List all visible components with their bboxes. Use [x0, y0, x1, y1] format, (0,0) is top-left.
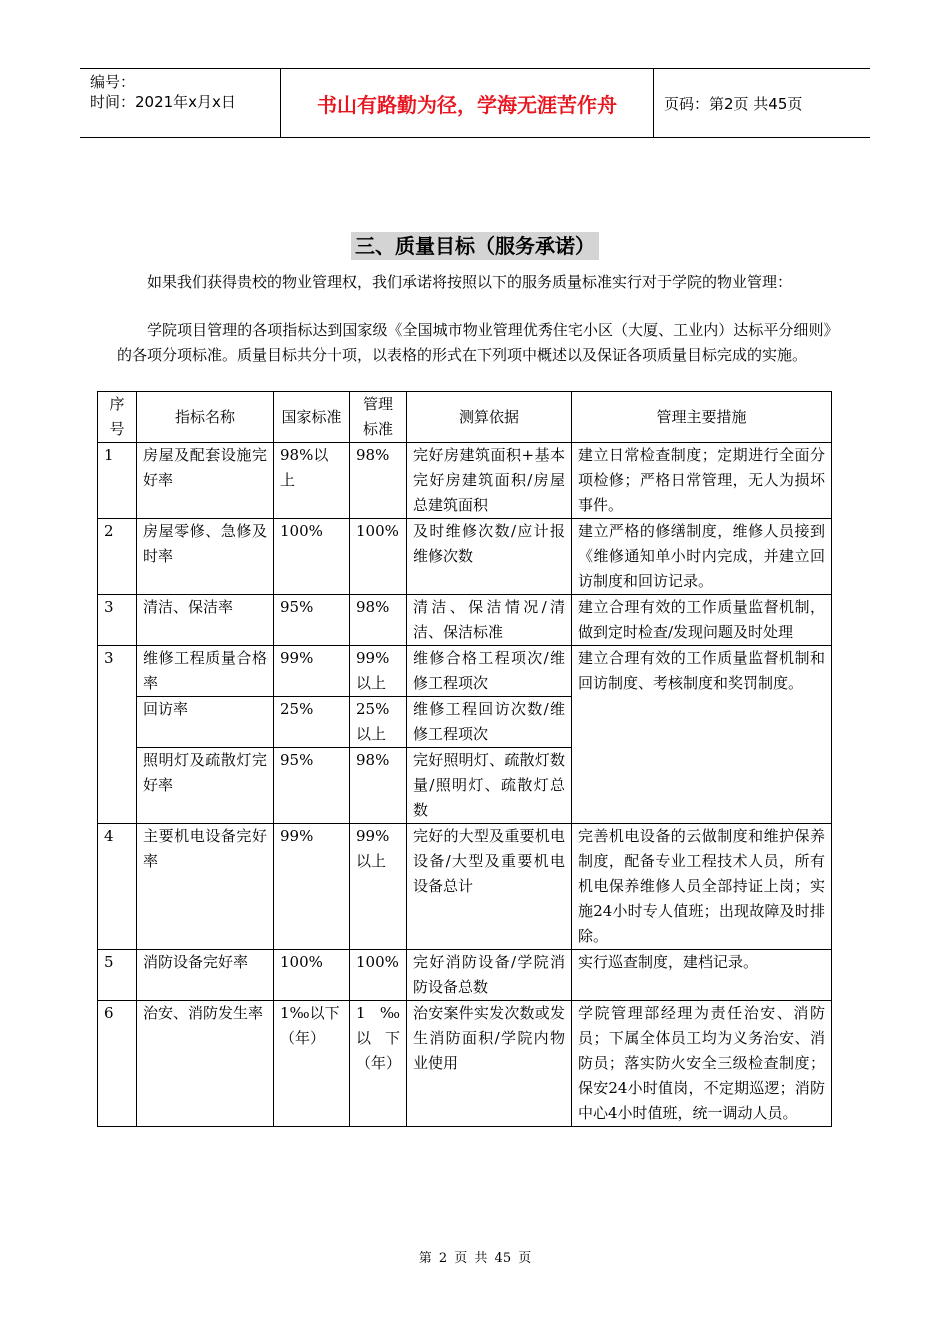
cell-name: 维修工程质量合格率 — [137, 646, 274, 697]
cell-measures: 建立合理有效的工作质量监督机制，做到定时检查/发现问题及时处理 — [572, 595, 832, 646]
cell-mgmt: 98% — [350, 443, 407, 519]
cell-mgmt: 99%以上 — [350, 646, 407, 697]
col-header-name: 指标名称 — [137, 392, 274, 443]
cell-mgmt: 98% — [350, 595, 407, 646]
cell-name: 照明灯及疏散灯完好率 — [137, 748, 274, 824]
cell-name: 房屋及配套设施完好率 — [137, 443, 274, 519]
cell-mgmt: 100% — [350, 519, 407, 595]
section-title-wrap — [0, 230, 950, 259]
header-meta — [80, 69, 281, 137]
col-header-national: 国家标准 — [274, 392, 350, 443]
cell-national: 25% — [274, 697, 350, 748]
section-title: 三、质量目标（服务承诺） — [351, 232, 599, 260]
cell-name: 主要机电设备完好率 — [137, 824, 274, 950]
cell-measures: 实行巡查制度，建档记录。 — [572, 950, 832, 1001]
cell-basis: 治安案件实发次数或发生消防面积/学院内物业使用 — [407, 1001, 572, 1127]
cell-no: 5 — [98, 950, 137, 1001]
cell-name: 房屋零修、急修及时率 — [137, 519, 274, 595]
cell-mgmt: 99%以上 — [350, 824, 407, 950]
cell-national: 95% — [274, 748, 350, 824]
cell-national: 95% — [274, 595, 350, 646]
cell-name: 消防设备完好率 — [137, 950, 274, 1001]
table-row — [98, 1001, 832, 1127]
table-row — [98, 646, 832, 697]
header-page-info: 页码：第2页 共45页 — [664, 94, 803, 113]
cell-no: 2 — [98, 519, 137, 595]
cell-measures: 完善机电设备的云做制度和维护保养制度，配备专业工程技术人员，所有机电保养维修人员全部持证上岗；实施24小时专人值班；出现故障及时排除。 — [572, 824, 832, 950]
cell-basis: 维修工程回访次数/维修工程项次 — [407, 697, 572, 748]
cell-no: 6 — [98, 1001, 137, 1127]
cell-name: 回访率 — [137, 697, 274, 748]
cell-national: 99% — [274, 824, 350, 950]
intro-paragraph-1: 如果我们获得贵校的物业管理权，我们承诺将按照以下的服务质量标准实行对于学院的物业管理： — [147, 273, 793, 291]
document-number-label: 编号： — [90, 73, 136, 91]
cell-basis: 及时维修次数/应计报维修次数 — [407, 519, 572, 595]
cell-no: 1 — [98, 443, 137, 519]
col-header-mgmt: 管理标准 — [350, 392, 407, 443]
cell-measures: 学院管理部经理为责任治安、消防员；下属全体员工均为义务治安、消防员；落实防火安全三级检查制度；保安24小时值岗，不定期巡逻；消防中心4小时值班，统一调动人员。 — [572, 1001, 832, 1127]
table-row — [98, 443, 832, 519]
document-time-label: 时间：2021年x月x日 — [90, 93, 236, 111]
cell-no: 3 — [98, 646, 137, 824]
col-header-no: 序号 — [98, 392, 137, 443]
page-header — [80, 68, 870, 138]
cell-basis: 完好照明灯、疏散灯数量/照明灯、疏散灯总数 — [407, 748, 572, 824]
cell-mgmt: 100% — [350, 950, 407, 1001]
table-row — [98, 950, 832, 1001]
quality-target-table — [97, 391, 832, 1127]
cell-national: 100% — [274, 519, 350, 595]
col-header-measures: 管理主要措施 — [572, 392, 832, 443]
cell-basis: 完好的大型及重要机电设备/大型及重要机电设备总计 — [407, 824, 572, 950]
header-slogan: 书山有路勤为径，学海无涯苦作舟 — [281, 69, 654, 137]
col-header-basis: 测算依据 — [407, 392, 572, 443]
table-row — [98, 595, 832, 646]
page-footer: 第 2 页 共 45 页 — [418, 1251, 532, 1266]
cell-no: 4 — [98, 824, 137, 950]
cell-name: 治安、消防发生率 — [137, 1001, 274, 1127]
cell-basis: 维修合格工程项次/维修工程项次 — [407, 646, 572, 697]
cell-no: 3 — [98, 595, 137, 646]
cell-national: 1‰以下（年） — [274, 1001, 350, 1127]
cell-basis: 完好房建筑面积+基本完好房建筑面积/房屋总建筑面积 — [407, 443, 572, 519]
table-row — [98, 824, 832, 950]
intro-paragraph-2: 学院项目管理的各项指标达到国家级《全国城市物业管理优秀住宅小区（大厦、工业内）达标平分细则》的各项分项标准。质量目标共分十项，以表格的形式在下列项中概述以及保证各项质量目标完成的实施。 — [117, 321, 831, 364]
cell-national: 100% — [274, 950, 350, 1001]
cell-measures: 建立日常检查制度；定期进行全面分项检修；严格日常管理，无人为损坏事件。 — [572, 443, 832, 519]
cell-national: 98%以上 — [274, 443, 350, 519]
cell-basis: 完好消防设备/学院消防设备总数 — [407, 950, 572, 1001]
cell-measures: 建立合理有效的工作质量监督机制和回访制度、考核制度和奖罚制度。 — [572, 646, 832, 824]
cell-measures: 建立严格的修缮制度，维修人员接到《维修通知单小时内完成，并建立回访制度和回访记录。 — [572, 519, 832, 595]
cell-national: 99% — [274, 646, 350, 697]
cell-mgmt: 25%以上 — [350, 697, 407, 748]
cell-mgmt: 1‰以下（年） — [350, 1001, 407, 1127]
table-header-row — [98, 392, 832, 443]
cell-basis: 清洁、保洁情况/清洁、保洁标准 — [407, 595, 572, 646]
table-row — [98, 519, 832, 595]
cell-name: 清洁、保洁率 — [137, 595, 274, 646]
cell-mgmt: 98% — [350, 748, 407, 824]
